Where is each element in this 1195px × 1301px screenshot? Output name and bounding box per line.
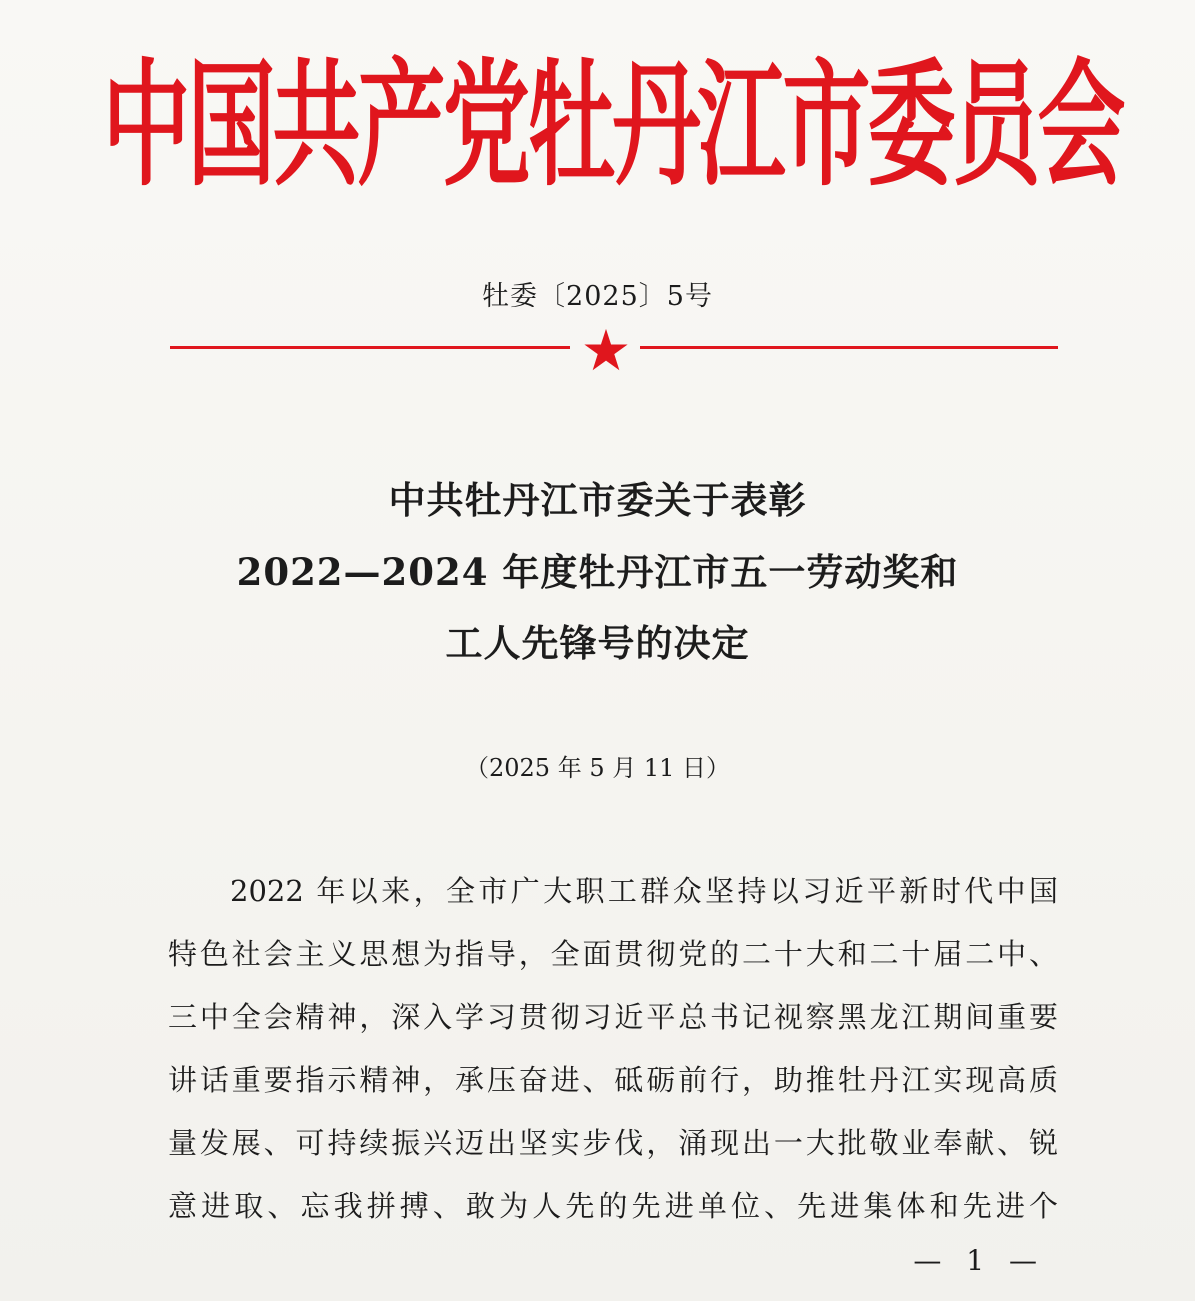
body-text-line: 三中全会精神，深入学习贯彻习近平总书记视察黑龙江期间重要 <box>168 1000 1058 1034</box>
body-text-line: 2022 年以来，全市广大职工群众坚持以习近平新时代中国 <box>230 874 1058 908</box>
masthead: 中国共产党牡丹江市委员会 <box>102 45 1123 205</box>
red-star-icon <box>583 327 629 373</box>
body-text-line: 量发展、可持续振兴迈出坚实步伐，涌现出一大批敬业奉献、锐 <box>168 1126 1058 1160</box>
body-text-line: 特色社会主义思想为指导，全面贯彻党的二十大和二十届二中、 <box>168 937 1058 971</box>
document-title-line-3: 工人先锋号的决定 <box>445 621 750 665</box>
red-rule-right <box>640 346 1058 349</box>
page-number: — 1 — <box>913 1244 1045 1277</box>
issue-date: （2025 年 5 月 11 日） <box>464 754 731 782</box>
body-text-line: 讲话重要指示精神，承压奋进、砥砺前行，助推牡丹江实现高质 <box>168 1063 1058 1097</box>
document-number: 牡委〔2025〕5号 <box>482 281 713 312</box>
document-title-line-1: 中共牡丹江市委关于表彰 <box>388 478 807 522</box>
document-title-line-2: 2022—2024 年度牡丹江市五一劳动奖和 <box>236 550 959 594</box>
body-text-line: 意进取、忘我拼搏、敢为人先的先进单位、先进集体和先进个 <box>168 1189 1058 1223</box>
red-rule-left <box>170 346 570 349</box>
